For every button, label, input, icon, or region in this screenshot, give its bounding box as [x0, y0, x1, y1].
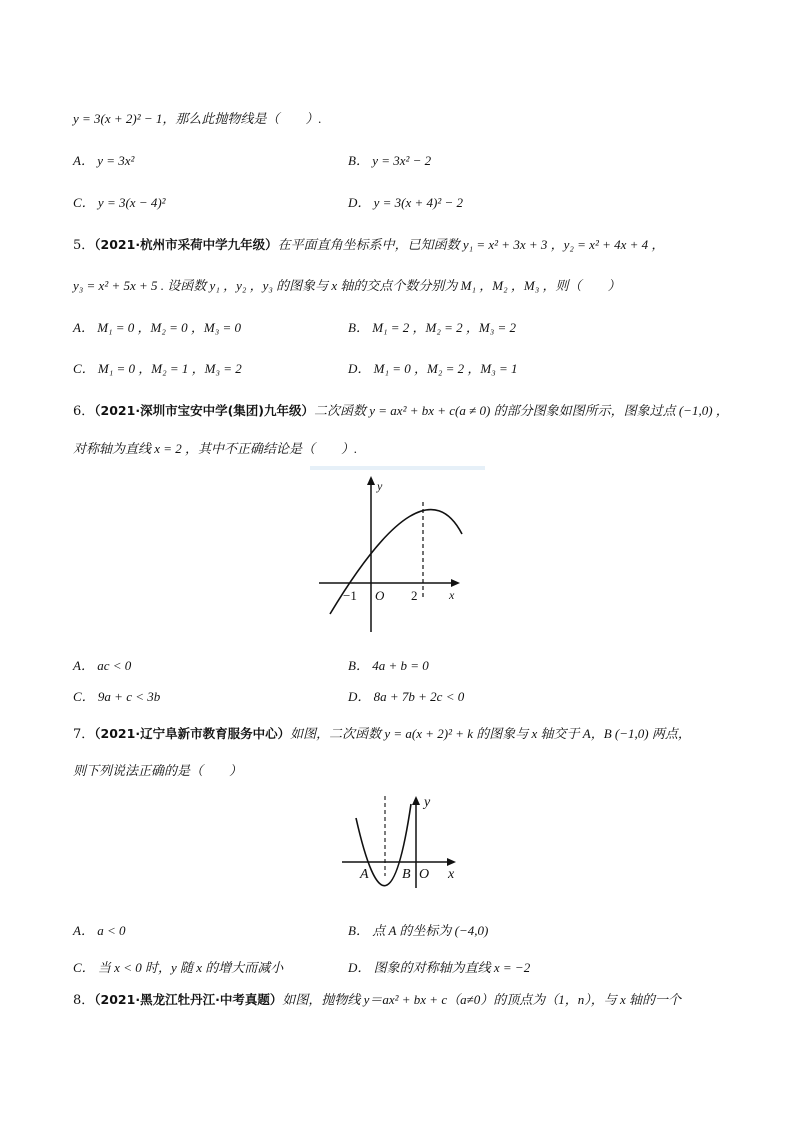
- q5-source: （2021·杭州市采荷中学九年级）: [94, 237, 278, 252]
- q6-y-label: y: [377, 479, 383, 493]
- q4-option-c[interactable]: C． y = 3(x − 4)²: [73, 195, 166, 210]
- q7-stem1: 如图，二次函数 y = a(x + 2)² + k 的图象与 x 轴交于 A，B (−1,0) 两点，: [290, 726, 691, 741]
- q6-option-d[interactable]: D． 8a + 7b + 2c < 0: [348, 689, 465, 704]
- q6-origin-label: O: [375, 588, 385, 603]
- q6-stem-line1: [73, 400, 729, 419]
- q7-option-a[interactable]: A． a < 0: [73, 923, 126, 938]
- q6-x-axis-arrow: [451, 579, 460, 587]
- q5-option-d[interactable]: D． M₁ = 0 ，M₂ = 2 ，M₃ = 1: [348, 361, 518, 376]
- q6-option-b[interactable]: B． 4a + b = 0: [348, 658, 429, 673]
- q8-number: 8．: [73, 993, 95, 1008]
- q5-option-a[interactable]: A． M₁ = 0 ，M₂ = 0 ，M₃ = 0: [73, 320, 242, 335]
- q7-origin-label: O: [419, 867, 430, 882]
- q6-y-axis-arrow: [367, 476, 375, 485]
- q5-option-c[interactable]: C． M₁ = 0 ，M₂ = 1 ，M₃ = 2: [73, 361, 242, 376]
- q4-stem-tail: y = 3(x + 2)² − 1，那么此抛物线是（ ）.: [73, 111, 322, 126]
- q6-number: 6．: [73, 404, 95, 419]
- q6-option-a[interactable]: A． ac < 0: [73, 658, 132, 673]
- q6-figure-top-band: [310, 466, 485, 470]
- q8-source: （2021·黑龙江牡丹江·中考真题）: [94, 992, 283, 1007]
- q6-source: （2021·深圳市宝安中学(集团)九年级）: [94, 403, 314, 418]
- q4-option-a[interactable]: A． y = 3x²: [73, 153, 135, 168]
- q7-option-b[interactable]: B． 点 A 的坐标为 (−4,0): [348, 923, 489, 938]
- q7-stem-line1: [73, 723, 691, 742]
- q6-graph-figure: [305, 464, 485, 639]
- q7-y-axis-arrow: [412, 796, 420, 805]
- q8-stem-line1: [73, 989, 681, 1008]
- q7-point-b-label: B: [402, 867, 411, 882]
- q5-number: 5．: [73, 238, 95, 253]
- q5-stem-line1: [73, 234, 664, 253]
- q6-stem-line2: 对称轴为直线 x = 2 ，其中不正确结论是（ ）.: [73, 441, 358, 456]
- q7-number: 7．: [73, 727, 95, 742]
- q7-source: （2021·辽宁阜新市教育服务中心）: [94, 726, 291, 741]
- q7-option-d[interactable]: D． 图象的对称轴为直线 x = −2: [348, 960, 531, 975]
- q6-option-c[interactable]: C． 9a + c < 3b: [73, 689, 161, 704]
- q7-x-axis-arrow: [447, 858, 456, 866]
- q7-graph-figure: [338, 790, 463, 890]
- q4-option-d[interactable]: D． y = 3(x + 4)² − 2: [348, 195, 464, 210]
- q8-stem1: 如图，抛物线 y＝ax² + bx + c（a≠0）的顶点为（1，n），与 x 轴的一个: [282, 992, 682, 1007]
- q7-x-label: x: [448, 867, 455, 882]
- q6-tick-neg1: −1: [343, 588, 357, 603]
- q7-point-a-label: A: [360, 867, 369, 882]
- q5-stem-line2: y₃ = x² + 5x + 5 . 设函数 y₁ ，y₂ ，y₃ 的图象与 x 轴的交点个数分别为 M₁ ，M₂ ，M₃ ，则（ ）: [73, 278, 621, 293]
- q5-option-b[interactable]: B． M₁ = 2 ，M₂ = 2 ，M₃ = 2: [348, 320, 517, 335]
- q6-x-label: x: [449, 588, 455, 602]
- q4-option-b[interactable]: B． y = 3x² − 2: [348, 153, 432, 168]
- q7-stem-line2: 则下列说法正确的是（ ）: [73, 763, 243, 778]
- q6-stem1: 二次函数 y = ax² + bx + c(a ≠ 0) 的部分图象如图所示，图象过点 (−1,0) ，: [314, 403, 729, 418]
- q7-y-label: y: [424, 795, 431, 810]
- q5-stem1: 在平面直角坐标系中，已知函数 y₁ = x² + 3x + 3 ，y₂ = x² + 4x + 4 ，: [277, 237, 665, 252]
- q6-tick-2: 2: [411, 588, 418, 603]
- q7-option-c[interactable]: C． 当 x < 0 时，y 随 x 的增大而减小: [73, 960, 284, 975]
